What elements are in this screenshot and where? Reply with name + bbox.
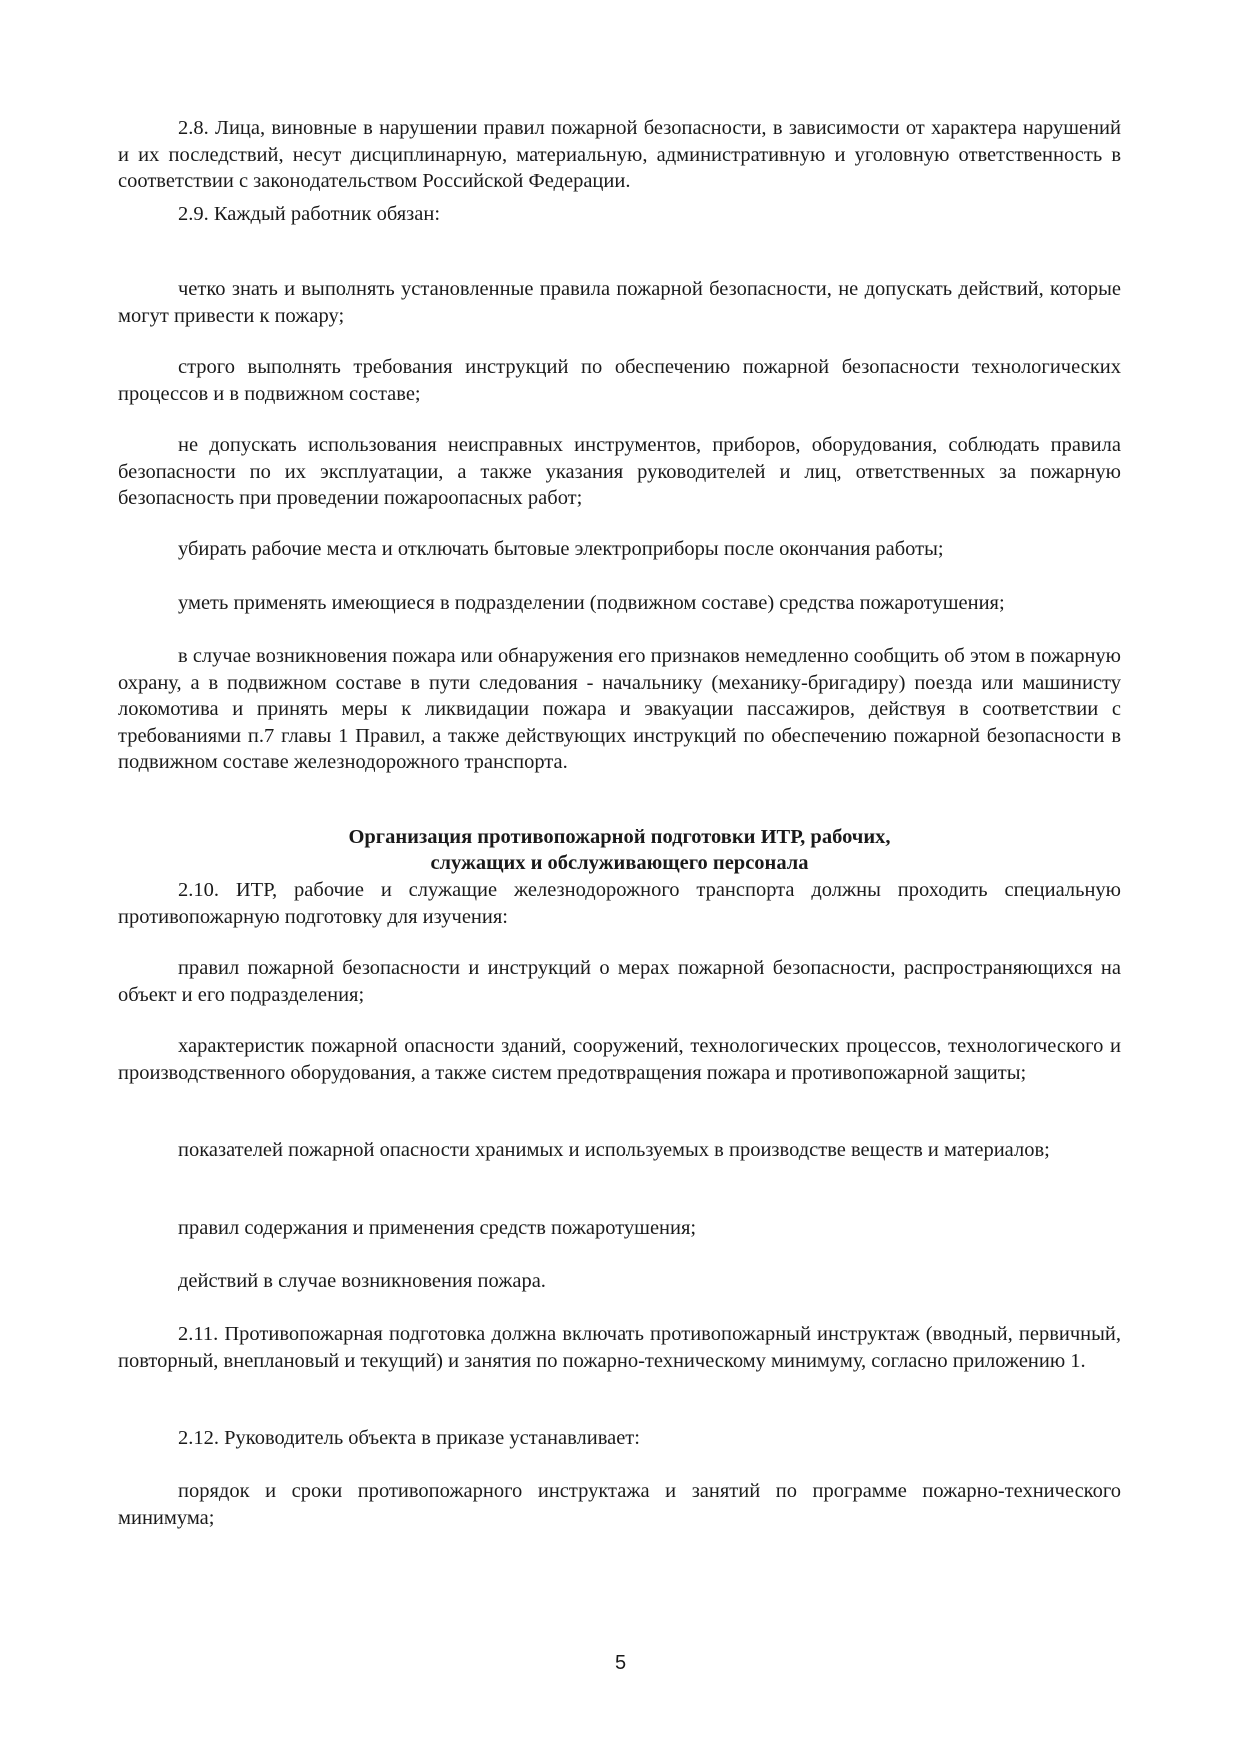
paragraph-study-rules: правил пожарной безопасности и инструкций о мерах пожарной безопасности, распространяющихся на объект и его подразделения; (118, 957, 1121, 1006)
section-heading (118, 824, 1121, 876)
paragraph-study-hazards: характеристик пожарной опасности зданий, сооружений, технологических процессов, технологического и производственного оборудования, а также систем предотвращения пожара и противопожарной защиты; (118, 1035, 1121, 1084)
paragraph-2-11: 2.11. Противопожарная подготовка должна включать противопожарный инструктаж (вводный, первичный, повторный, внеплановый и текущий) и занятия по пожарно-техническому минимуму, согласно приложению 1. (118, 1323, 1121, 1372)
paragraph-study-materials: показателей пожарной опасности хранимых и используемых в производстве веществ и материалов; (178, 1139, 1050, 1161)
paragraph-duty-clean-workplace: убирать рабочие места и отключать бытовые электроприборы после окончания работы; (178, 538, 944, 560)
paragraph-2-10: 2.10. ИТР, рабочие и служащие железнодорожного транспорта должны проходить специальную противопожарную подготовку для изучения: (118, 879, 1121, 928)
paragraph-2-8: 2.8. Лица, виновные в нарушении правил пожарной безопасности, в зависимости от характера нарушений и их последствий, несут дисциплинарную, материальную, административную и уголовную ответственность в соответствии с законодательством Российской Федерации. (118, 117, 1121, 192)
paragraph-2-9: 2.9. Каждый работник обязан: (178, 203, 441, 225)
section-heading-line-2: служащих и обслуживающего персонала (430, 852, 809, 874)
paragraph-duty-follow-instructions: строго выполнять требования инструкций по обеспечению пожарной безопасности технологических процессов и в подвижном составе; (118, 356, 1121, 405)
paragraph-duty-fire-response: в случае возникновения пожара или обнаружения его признаков немедленно сообщить об этом в пожарную охрану, а в подвижном составе в пути следования - начальнику (механику-бригадиру) поезда или машинисту локомотива и принять меры к ликвидации пожара и эвакуации пассажиров, действуя в соответствии с требованиями п.7 главы 1 Правил, а также действующих инструкций по обеспечению пожарной безопасности в подвижном составе железнодорожного транспорта. (118, 645, 1121, 773)
paragraph-study-actions: действий в случае возникновения пожара. (178, 1270, 546, 1292)
page-number: 5 (614, 1652, 627, 1674)
paragraph-2-12: 2.12. Руководитель объекта в приказе устанавливает: (178, 1427, 640, 1449)
paragraph-duty-know-rules: четко знать и выполнять установленные правила пожарной безопасности, не допускать действий, которые могут привести к пожару; (118, 278, 1121, 327)
paragraph-duty-equipment: не допускать использования неисправных инструментов, приборов, оборудования, соблюдать правила безопасности по их эксплуатации, а также указания руководителей и лиц, ответственных за пожарную безопасность при проведении пожароопасных работ; (118, 434, 1121, 509)
paragraph-duty-extinguishers: уметь применять имеющиеся в подразделении (подвижном составе) средства пожаротушения; (178, 592, 1005, 614)
paragraph-instruction-order: порядок и сроки противопожарного инструктажа и занятий по программе пожарно-технического минимума; (118, 1480, 1121, 1529)
paragraph-study-extinguishers: правил содержания и применения средств пожаротушения; (178, 1217, 697, 1239)
section-heading-line-1: Организация противопожарной подготовки ИТР, рабочих, (348, 826, 891, 848)
